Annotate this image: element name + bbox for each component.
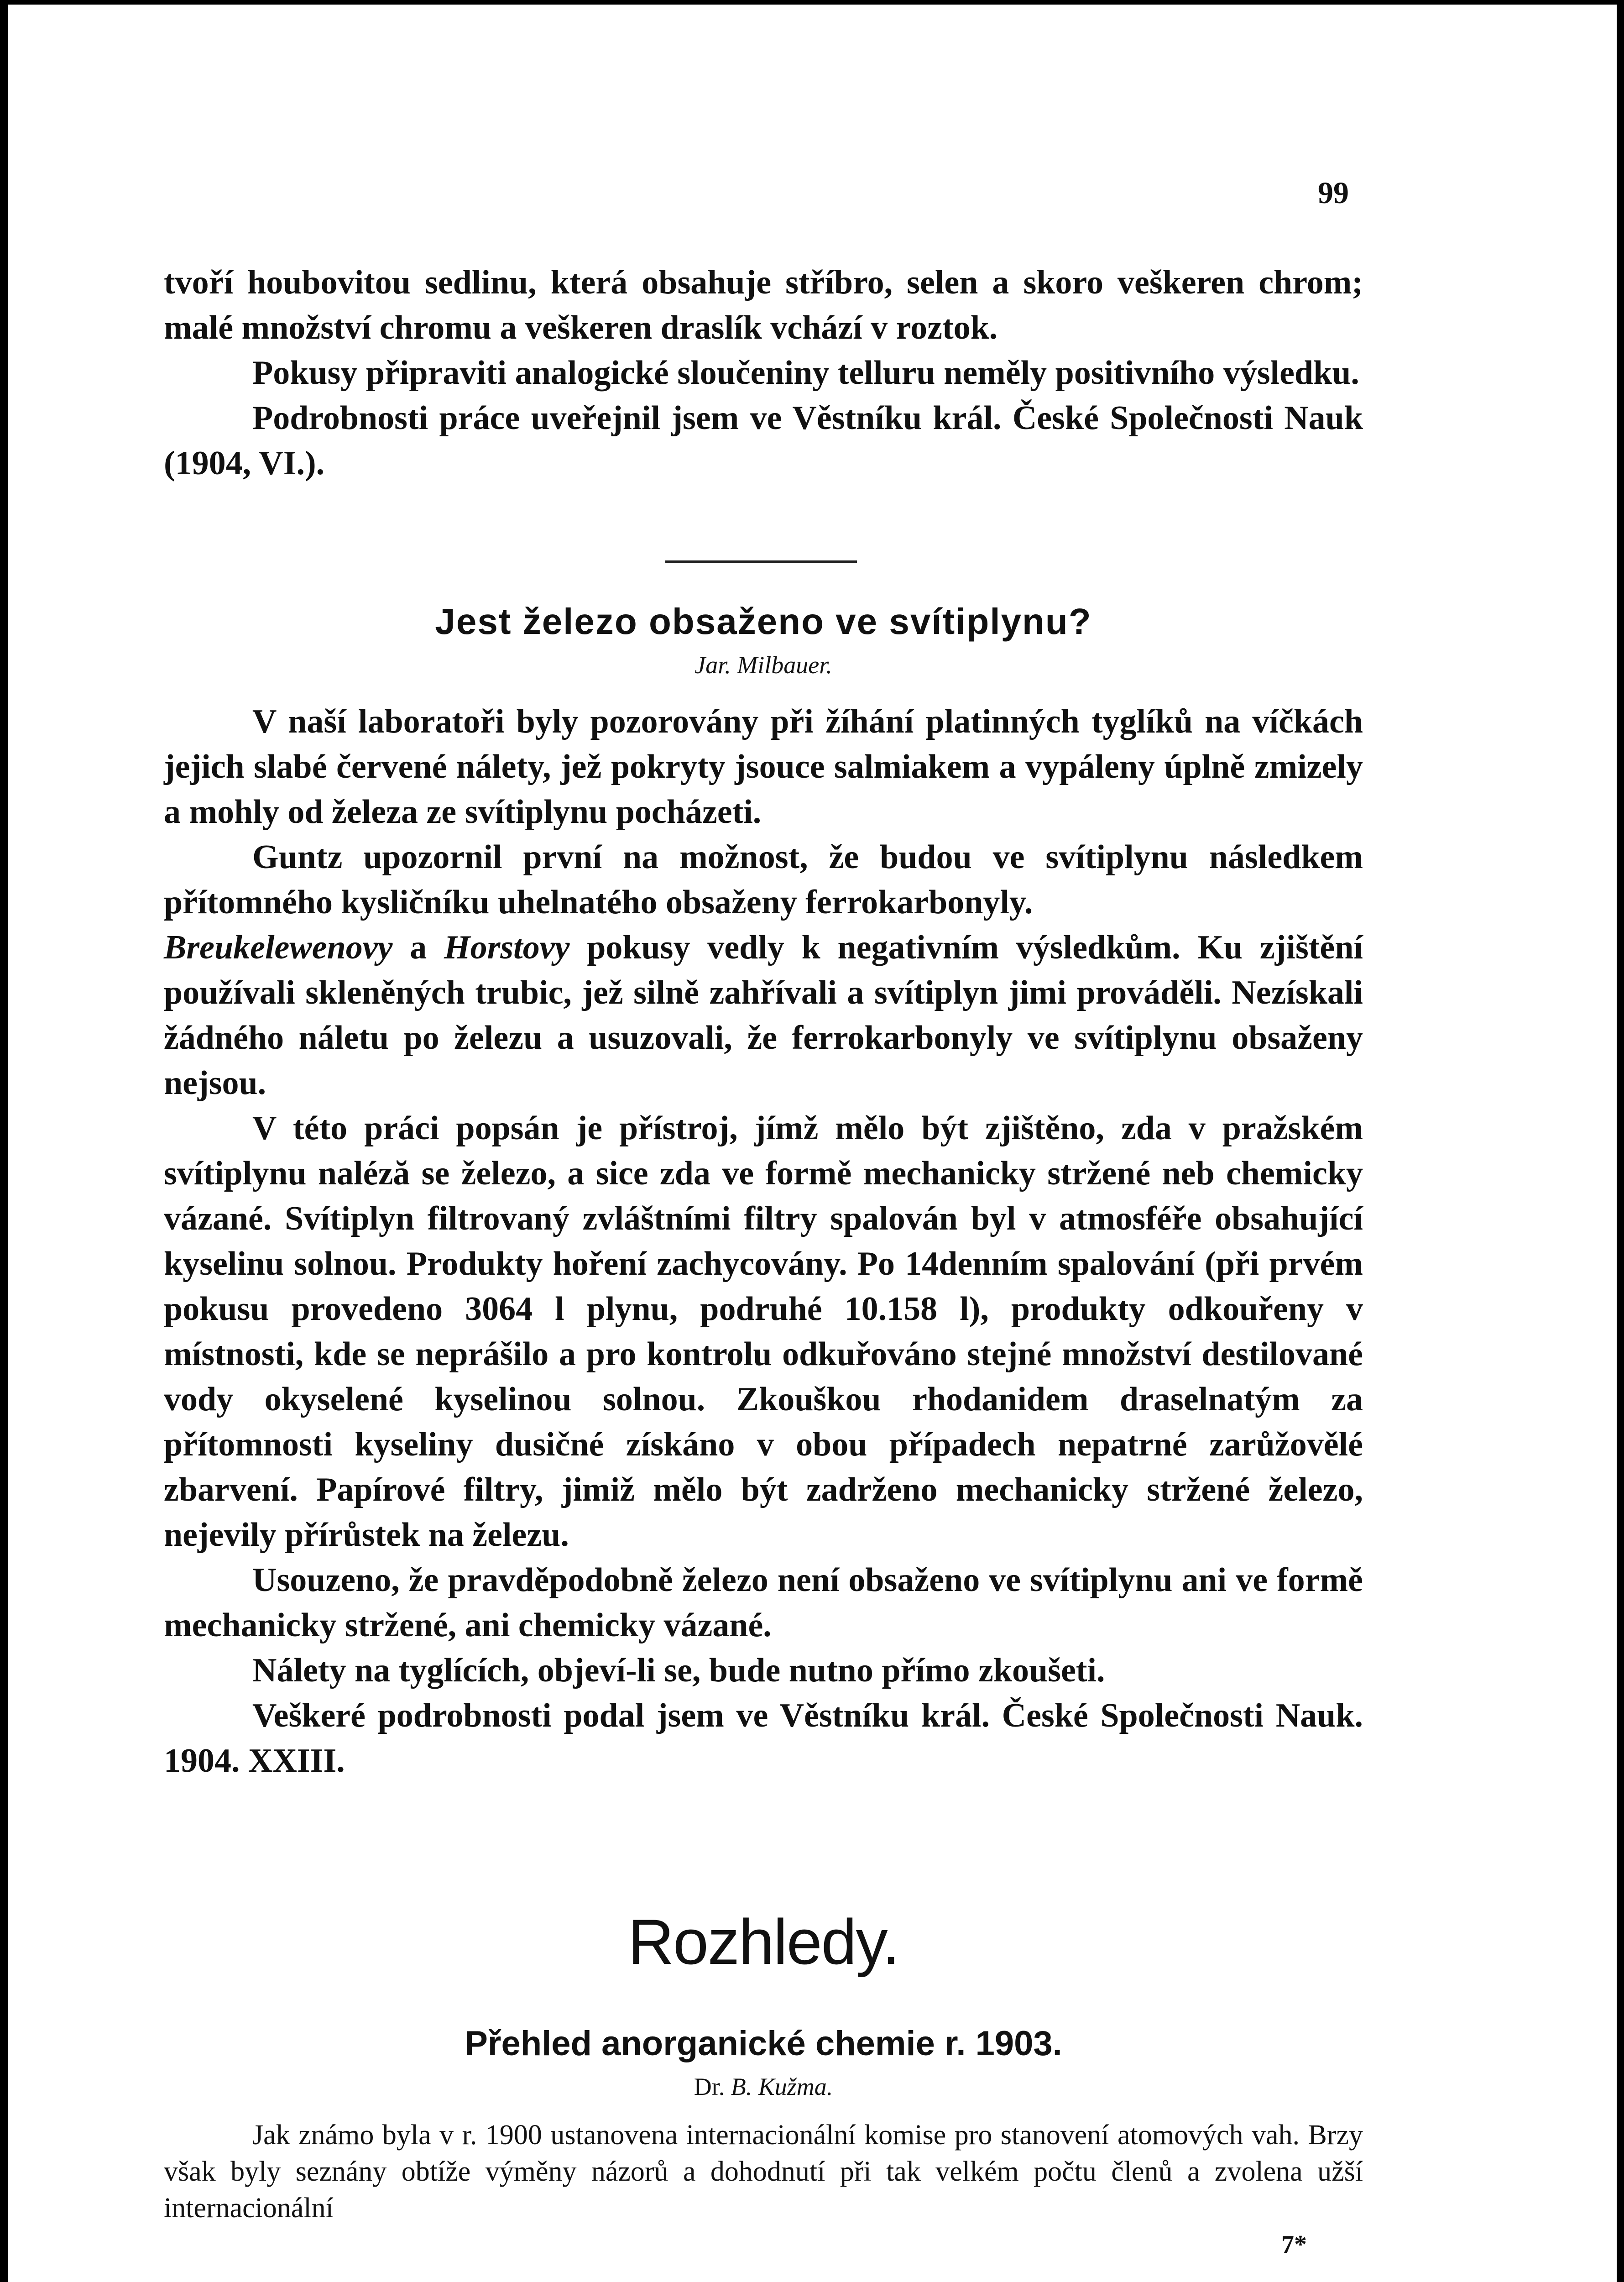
signature-mark: 7* [1281,2230,1307,2259]
review-title: Přehled anorganické chemie r. 1903. [465,2024,1062,2063]
article-author: Jar. Milbauer. [695,651,832,679]
article-paragraph-4: V této práci popsán je přístroj, jímž mělo být zjištěno, zda v pražském svítiplynu naléză se železo, a sice zda ve formě mechanicky stržené neb chemicky vázané. Svítiplyn filtrovaný zvláštními filtry spalován byl v atmosféře obsahující kyselinu solnou. Produkty hoření zachycovány. Po 14denním spalování (při prvém pokusu provedeno 3064 l plynu, podruhé 10.158 l), produkty odkouřeny v místnosti, kde se neprášilo a pro kontrolu odkuřováno stejné množství destilované vody okyselené kyselinou solnou. Zkouškou rhodanidem draselnatým za přítomnosti kyseliny dusičné získáno v obou případech nepatrné zarůžovělé zbarvení. Papírové filtry, jimiž mělo být zadrženo mechanicky stržené železo, nejevily přírůstek na železu. [164,1110,1363,1554]
section-heading: Rozhledy. [627,1906,899,1978]
conjunction: a [410,929,427,966]
article-paragraph-3 [164,925,1363,1106]
article-paragraph-5: Usouzeno, že pravděpodobně železo není obsaženo ve svítiplynu ani ve formě mechanicky stržené, ani chemicky vázané. [164,1561,1363,1644]
article-title: Jest železo obsaženo ve svítiplynu? [435,601,1092,642]
article-paragraph-7: Veškeré podrobnosti podal jsem ve Věstníku král. České Společnosti Nauk. 1904. XXIII. [164,1697,1363,1780]
review-author-prefix: Dr. [694,2073,725,2100]
intro-paragraph-1: tvoří houbovitou sedlinu, která obsahuje stříbro, selen a skoro veškeren chrom; malé množství chromu a veškeren draslík vchází v roztok. [164,264,1363,346]
author-name-horst: Horstovy [444,929,570,966]
document-page [8,5,1617,2282]
intro-paragraph-2: Pokusy připraviti analogické sloučeniny telluru neměly positivního výsledku. [252,354,1359,392]
review-author-name: B. Kužma. [731,2073,833,2100]
author-name-breukelewen: Breukelewenovy [164,929,393,966]
intro-text [164,260,1363,486]
article-paragraph-6: Nálety na tyglících, objeví-li se, bude nutno přímo zkoušeti. [252,1652,1105,1689]
intro-paragraph-3: Podrobnosti práce uveřejnil jsem ve Věstníku král. České Společnosti Nauk (1904, VI.). [164,399,1363,482]
review-author [164,2074,1363,2099]
article-paragraph-2: Guntz upozornil první na možnost, že budou ve svítiplynu následkem přítomného kysličníku uhelnatého obsaženy ferrokarbonyly. [164,838,1363,921]
review-paragraph-1: Jak známo byla v r. 1900 ustanovena internacionální komise pro stanovení atomových vah. Brzy však byly seznány obtíže výměny názorů a dohodnutí při tak velkém počtu členů a zvolena užší internacionální [164,2120,1363,2224]
article-paragraph-3-text: pokusy vedly k negativním výsledkům. Ku zjištění používali skleněných trubic, jež silně zahřívali a svítiplyn jimi prováděli. Nezískali žádného náletu po železu a usuzovali, že ferrokarbonyly ve svítiplynu obsaženy nejsou. [164,929,1363,1102]
section-divider [665,560,857,563]
page-number: 99 [1318,175,1349,210]
review-body [164,2117,1363,2226]
article-paragraph-1: V naší laboratoři byly pozorovány při žíhání platinných tyglíků na víčkách jejich slabé červené nálety, jež pokryty jsouce salmiakem a vypáleny úplně zmizely a mohly od železa ze svítiplynu pocházeti. [164,703,1363,831]
article-body [164,699,1363,1784]
